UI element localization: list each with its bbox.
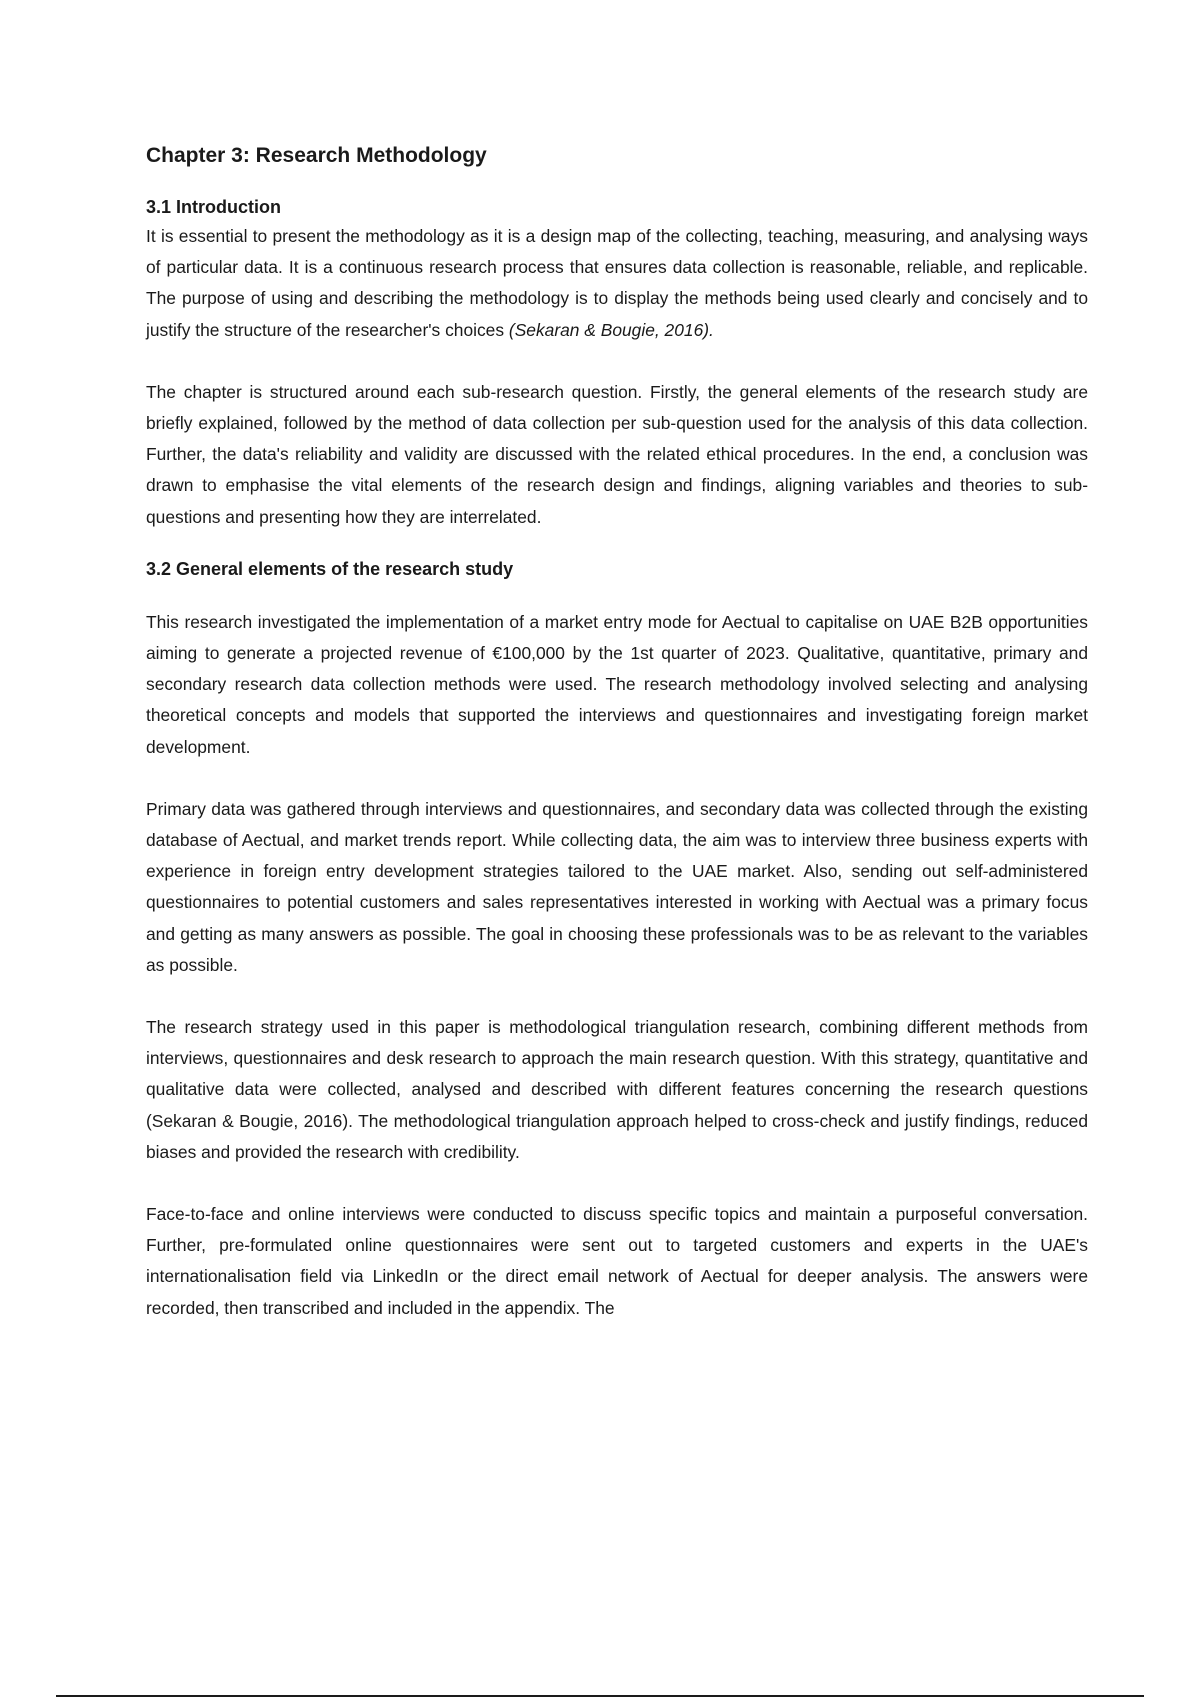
section-heading-general-elements: 3.2 General elements of the research study bbox=[146, 558, 514, 579]
general-paragraph-3: The research strategy used in this paper is methodological triangulation research, combining different methods from interviews, questionnaires and desk research to approach the main research question. With this strategy, quantitative and qualitative data were collected, analysed and described with different features concerning the research questions (Sekaran & Bougie, 2016). The methodological triangulation approach helped to cross-check and justify findings, reduced biases and provided the research with credibility. bbox=[146, 1017, 1088, 1162]
intro-paragraph-2: The chapter is structured around each sub-research question. Firstly, the general elements of the research study are briefly explained, followed by the method of data collection per sub-question used for the analysis of this data collection. Further, the data's reliability and validity are discussed with the related ethical procedures. In the end, a conclusion was drawn to emphasise the vital elements of the research design and findings, aligning variables and theories to sub-questions and presenting how they are interrelated. bbox=[146, 381, 1088, 527]
document-page bbox=[146, 142, 1088, 1324]
citation: (Sekaran & Bougie, 2016). bbox=[508, 319, 714, 340]
general-paragraph-1: This research investigated the implementation of a market entry mode for Aectual to capitalise on UAE B2B opportunities aiming to generate a projected revenue of €100,000 by the 1st quarter of 2023. Qualitative, quantitative, primary and secondary research data collection methods were used. The research methodology involved selecting and analysing theoretical concepts and models that supported the interviews and questionnaires and investigating foreign market development. bbox=[146, 611, 1088, 757]
general-paragraph-2: Primary data was gathered through interviews and questionnaires, and secondary data was collected through the existing database of Aectual, and market trends report. While collecting data, the aim was to interview three business experts with experience in foreign entry development strategies tailored to the UAE market. Also, sending out self-administered questionnaires to potential customers and sales representatives interested in working with Aectual was a primary focus and getting as many answers as possible. The goal in choosing these professionals was to be as relevant to the variables as possible. bbox=[146, 798, 1088, 975]
footer-rule bbox=[56, 1695, 1144, 1697]
intro-paragraph-1-text: It is essential to present the methodology as it is a design map of the collecting, teaching, measuring, and analysing ways of particular data. It is a continuous research process that ensures data collection is reasonable, reliable, and replicable. The purpose of using and describing the methodology is to display the methods being used clearly and concisely and to justify the structure of the researcher's choices bbox=[146, 226, 1088, 340]
general-paragraph-4: Face-to-face and online interviews were conducted to discuss specific topics and maintain a purposeful conversation. Further, pre-formulated online questionnaires were sent out to targeted customers and experts in the UAE's internationalisation field via LinkedIn or the direct email network of Aectual for deeper analysis. The answers were recorded, then transcribed and included in the appendix. The bbox=[146, 1204, 1088, 1318]
section-heading-introduction: 3.1 Introduction bbox=[146, 197, 281, 217]
chapter-title: Chapter 3: Research Methodology bbox=[146, 144, 487, 167]
intro-paragraph-1 bbox=[146, 221, 1088, 346]
